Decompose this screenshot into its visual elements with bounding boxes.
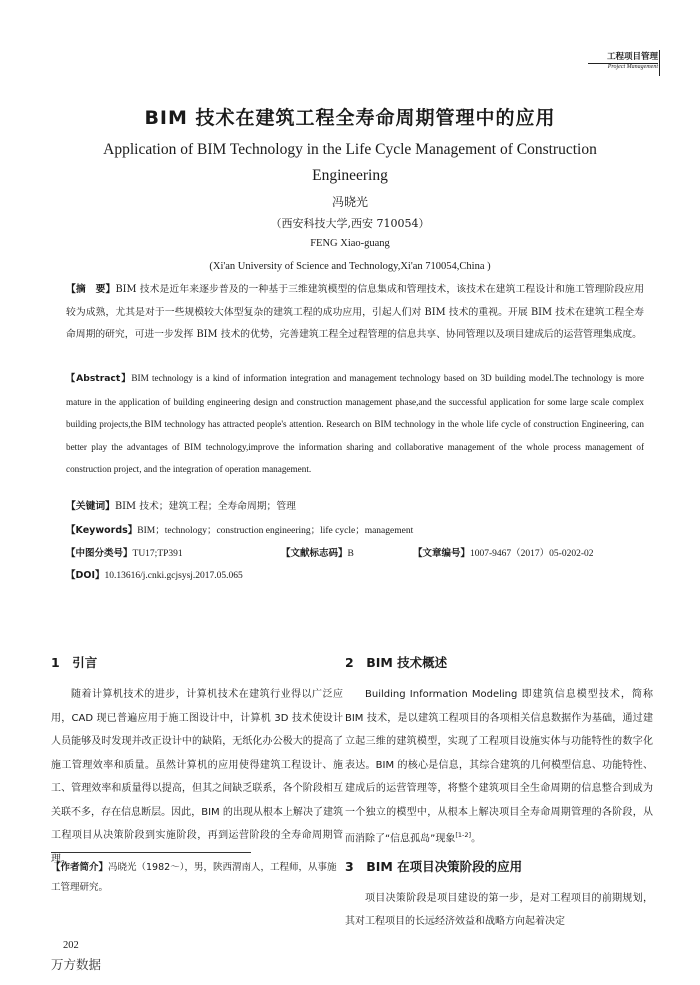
article-number	[413, 545, 594, 559]
journal-name-cn: 工程项目管理	[588, 50, 658, 64]
section-3-paragraph: 项目决策阶段是项目建设的第一步，是对工程项目的前期规划，其对工程项目的长远经济效益和战略方向起着决定	[345, 892, 653, 928]
doc-code	[281, 545, 354, 559]
section-1-paragraph: 随着计算机技术的进步，计算机技术在建筑行业得以广泛应用，CAD 现已普遍应用于施工图设计中，计算机 3D 技术使设计人员能够及时发现并改正设计中的缺陷，无纸化办公极大的提高了施工管理效率和质量。虽然计算机的应用使得建筑工程设计、施工、管理效率和质量得以提高，但其之间缺乏联系，各个阶段相互关联不多，存在信息断层。因此，BIM 的出现从根本上解决了建筑工程项目从决策阶段到实施阶段，再到运营阶段的全寿命周期管理。	[51, 689, 343, 865]
doc-label: 【文献标志码】	[281, 548, 348, 559]
author-name-cn: 冯晓光	[331, 195, 368, 209]
doc-value: B	[347, 549, 354, 559]
abstract-cn-text: BIM 技术是近年来逐步普及的一种基于三维建筑模型的信息集成和管理技术，该技术在建筑工程设计和施工管理阶段应用较为成熟，尤其是对于一些规模较大体型复杂的建筑工程的成功应用，引起人们对 BIM 技术的重视。开展 BIM 技术在建筑工程全寿命周期的研究，可进一步发挥 BIM 技术的优势，完善建筑工程全过程管理的信息共享、协同管理以及项目建成后的运营管理集成度。	[66, 284, 645, 340]
keywords-cn-text: BIM 技术；建筑工程；全寿命周期；管理	[114, 501, 296, 512]
paper-title-cn: BIM 技术在建筑工程全寿命周期管理中的应用	[144, 107, 556, 129]
journal-header	[588, 50, 658, 70]
section-3-heading: 3 BIM 在项目决策阶段的应用	[345, 858, 523, 874]
article-value: 1007-9467（2017）05-0202-02	[470, 549, 594, 559]
footnote-label: 【作者简介】	[51, 862, 109, 873]
section-2-heading: 2 BIM 技术概述	[345, 655, 448, 670]
section-2-text: Building Information Modeling 即建筑信息模型技术，简称 BIM 技术，是以建筑工程项目的各项相关信息数据作为基础，通过建立起三维的建筑模型，实现了工程项目设施实体与功能特性的数字化表达。BIM 的核心是信息，其综合建筑的几何模型信息、功能特性、建成后的运营管理等，将整个建筑项目全生命周期的信息整合到成为一个独立的模型中，从根本上解决项目全寿命周期管理的各阶段，从而消除了“信息孤岛”现象	[345, 689, 653, 845]
abstract-cn	[66, 279, 644, 347]
section-1-heading: 1 引言	[51, 655, 98, 670]
abstract-en	[66, 367, 644, 481]
footnote-text: 冯晓光（1982～），男，陕西渭南人，工程师，从事施工管理研究。	[51, 862, 337, 893]
page-number: 202	[63, 940, 79, 951]
footnote-divider	[51, 852, 251, 853]
author-footnote	[51, 858, 343, 898]
clc-value: TU17;TP391	[132, 549, 183, 559]
doi-value: 10.13616/j.cnki.gcjsysj.2017.05.065	[104, 571, 243, 581]
paper-title-en: Application of BIM Technology in the Life Cycle Management of Construction Engineering	[103, 141, 597, 184]
article-label: 【文章编号】	[413, 548, 471, 559]
keywords-cn	[66, 498, 644, 512]
abstract-cn-label: 【摘 要】	[66, 284, 116, 295]
right-column	[345, 653, 653, 934]
author-name-en: FENG Xiao-guang	[310, 238, 390, 249]
abstract-en-label: 【Abstract】	[66, 373, 132, 384]
affiliation-en: (Xi'an University of Science and Technology,Xi'an 710054,China )	[209, 261, 491, 272]
journal-name-en: Project Management	[607, 64, 658, 70]
keywords-en	[66, 522, 644, 536]
keywords-en-label: 【Keywords】	[66, 525, 138, 536]
doi-label: 【DOI】	[66, 570, 105, 581]
abstract-en-text: BIM technology is a kind of information integration and management technology based on 3D building model.The technology is more mature in the application of building engineering design and construction management phase,and the successful application for some large scale complex building projects,the BIM technology has attracted people's attention. Research on BIM technology in the whole life cycle of construction Engineering, can better play the advantages of BIM technology,improve the information sharing and collaborative management of the whole process management of construction project, and the integration of operation management.	[66, 373, 644, 474]
keywords-en-text: BIM；technology；construction engineering；life cycle；management	[137, 526, 414, 536]
header-rule	[659, 50, 661, 76]
clc-label: 【中图分类号】	[66, 548, 133, 559]
doi-line	[66, 567, 644, 581]
citation-ref: [1-2]	[455, 831, 472, 839]
keywords-cn-label: 【关键词】	[66, 501, 115, 512]
section-2-end: 。	[471, 833, 482, 845]
left-column	[51, 653, 343, 871]
clc-code	[66, 545, 183, 559]
affiliation-cn: （西安科技大学,西安 710054）	[270, 217, 430, 230]
section-2-paragraph	[345, 683, 653, 851]
watermark: 万方数据	[51, 957, 102, 972]
